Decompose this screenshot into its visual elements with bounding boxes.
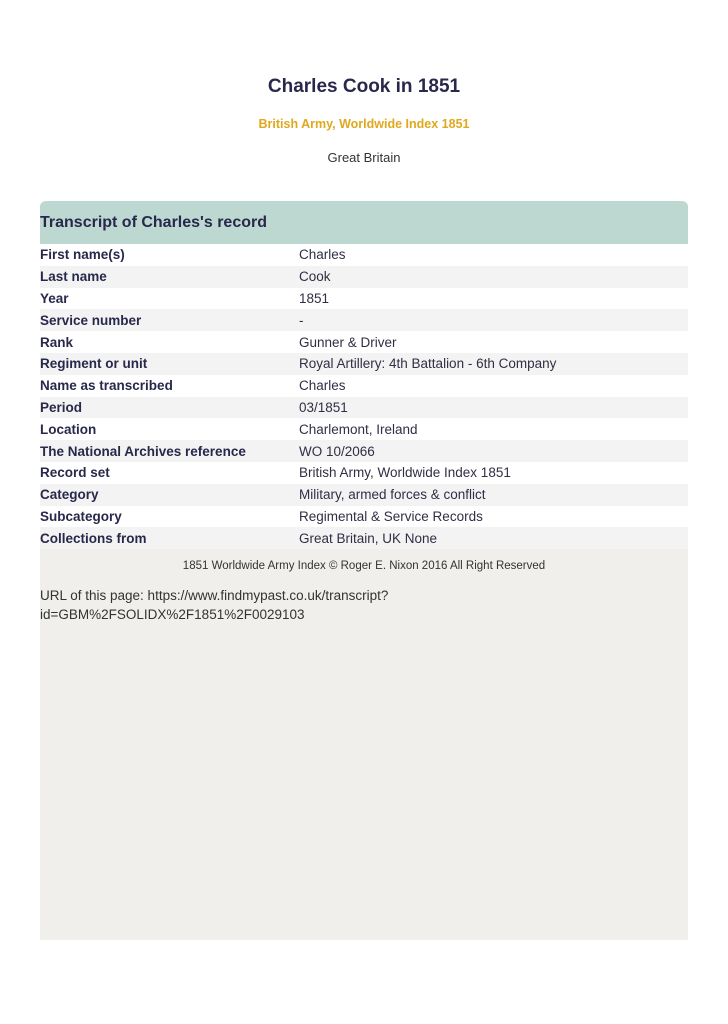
row-label: Record set: [40, 465, 110, 481]
table-row: [40, 309, 688, 331]
row-value: Gunner & Driver: [299, 334, 397, 350]
table-row: [40, 462, 688, 484]
row-value: Charles: [299, 247, 346, 263]
row-value: Regimental & Service Records: [299, 508, 483, 524]
row-label: Period: [40, 399, 83, 415]
row-label: The National Archives reference: [40, 443, 246, 459]
row-value: WO 10/2066: [299, 443, 375, 459]
table-row: [40, 484, 688, 506]
row-value: 1851: [299, 290, 330, 306]
row-label: Location: [40, 421, 97, 437]
row-label: Name as transcribed: [40, 378, 173, 394]
table-row: [40, 506, 688, 528]
row-value: Military, armed forces & conflict: [299, 487, 486, 503]
transcript-table: [40, 244, 688, 549]
table-row: [40, 288, 688, 310]
page-title: Charles Cook in 1851: [267, 76, 461, 97]
row-label: Last name: [40, 269, 107, 285]
transcript-card: [40, 201, 688, 940]
row-value: Great Britain, UK None: [299, 530, 438, 546]
table-row: [40, 440, 688, 462]
row-label: Rank: [40, 334, 74, 350]
table-row: [40, 244, 688, 266]
row-label: Regiment or unit: [40, 356, 148, 372]
row-value: Charles: [299, 378, 346, 394]
table-row: [40, 331, 688, 353]
row-label: Year: [40, 290, 69, 306]
row-value: Cook: [299, 269, 331, 285]
row-value: Royal Artillery: 4th Battalion - 6th Company: [299, 356, 557, 372]
row-value: 03/1851: [299, 399, 348, 415]
copyright-notice: 1851 Worldwide Army Index © Roger E. Nixon 2016 All Right Reserved: [182, 560, 546, 573]
table-row: [40, 527, 688, 549]
row-value: British Army, Worldwide Index 1851: [299, 465, 511, 481]
page-url: URL of this page: https://www.findmypast.co.uk/transcript?id=GBM%2FSOLIDX%2F1851%2F0029103: [40, 588, 389, 623]
country-label: Great Britain: [327, 150, 401, 165]
row-label: Subcategory: [40, 508, 122, 524]
table-row: [40, 418, 688, 440]
transcript-heading: Transcript of Charles's record: [40, 214, 267, 231]
row-label: Service number: [40, 312, 142, 328]
table-row: [40, 397, 688, 419]
row-label: Collections from: [40, 530, 147, 546]
row-label: First name(s): [40, 247, 125, 263]
row-value: Charlemont, Ireland: [299, 421, 418, 437]
record-set-subtitle: British Army, Worldwide Index 1851: [258, 117, 470, 131]
table-row: [40, 353, 688, 375]
row-label: Category: [40, 487, 99, 503]
transcript-header: [40, 201, 688, 244]
row-value: -: [299, 312, 304, 328]
table-row: [40, 266, 688, 288]
table-row: [40, 375, 688, 397]
